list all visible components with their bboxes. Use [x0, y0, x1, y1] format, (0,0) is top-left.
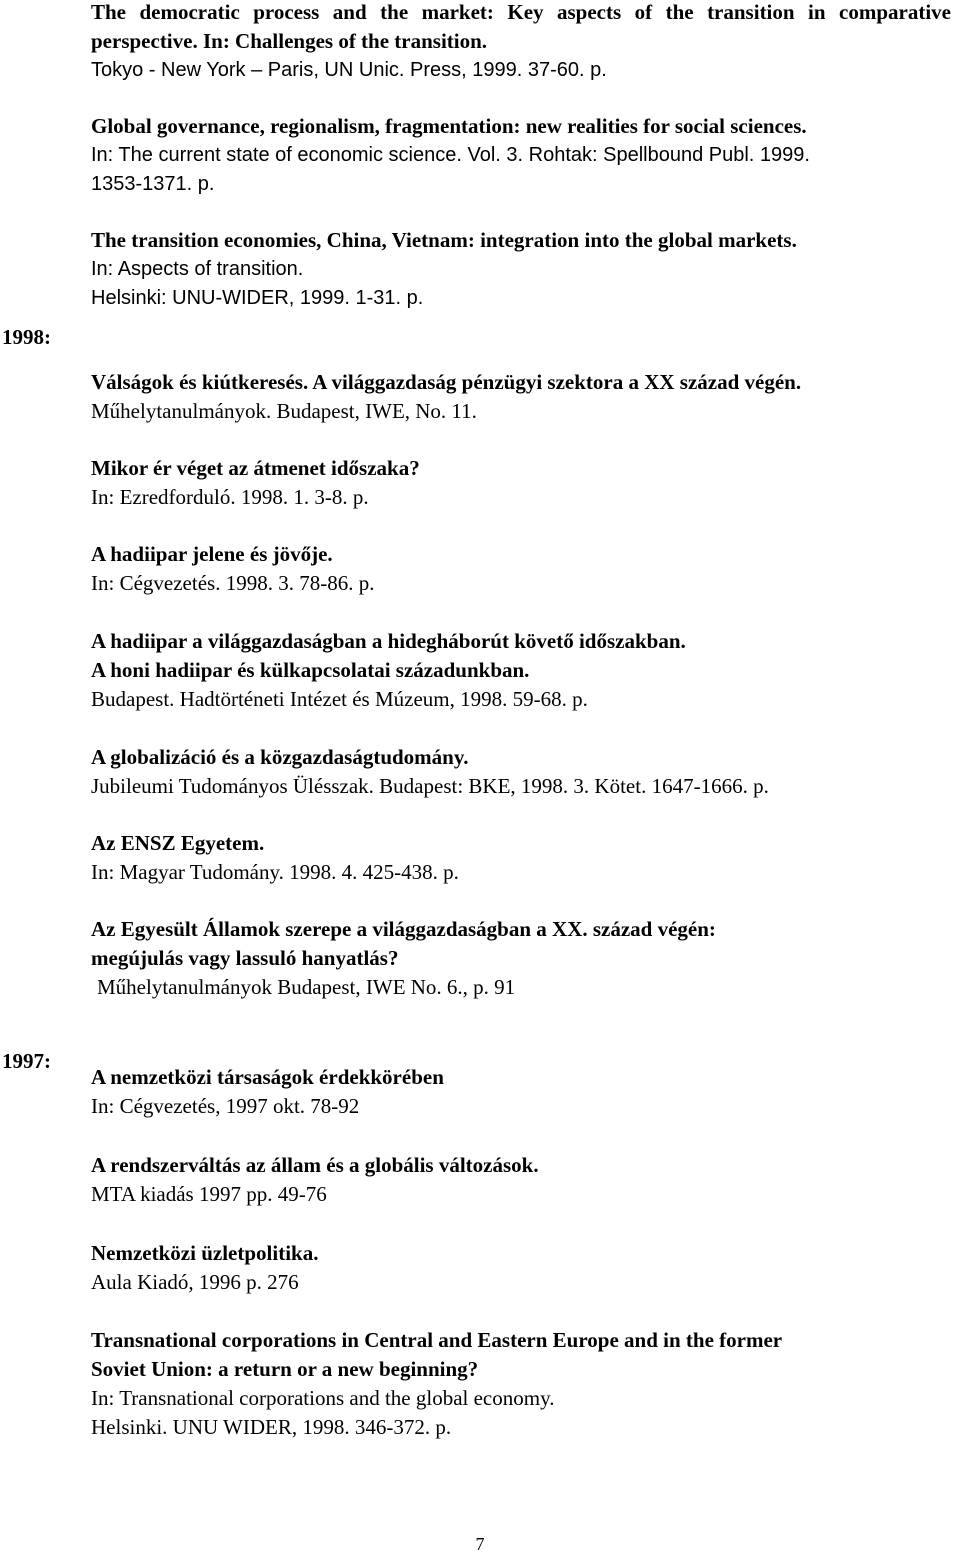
entry-title-line: A hadiipar a világgazdaságban a hidegháborút követő időszakban.: [91, 629, 686, 653]
entry-source-line: In: Aspects of transition.: [91, 258, 304, 280]
entry-source-line: Aula Kiadó, 1996 p. 276: [91, 1270, 299, 1294]
entry-title-line: megújulás vagy lassuló hanyatlás?: [91, 946, 399, 970]
bibliography-entry: [91, 829, 951, 887]
bibliography-entry: [91, 627, 951, 714]
entry-title-line: Soviet Union: a return or a new beginning?: [91, 1357, 479, 1381]
bibliography-entry: [91, 454, 951, 512]
entry-source-line: MTA kiadás 1997 pp. 49-76: [91, 1182, 327, 1206]
year-heading: 1998:: [2, 325, 51, 349]
entry-title-line: Az Egyesült Államok szerepe a világgazdaságban a XX. század végén:: [91, 917, 716, 941]
bibliography-entry: [91, 1063, 951, 1121]
entry-source-line: In: The current state of economic science. Vol. 3. Rohtak: Spellbound Publ. 1999.: [91, 144, 810, 166]
entry-source-line: Jubileumi Tudományos Ülésszak. Budapest: BKE, 1998. 3. Kötet. 1647-1666. p.: [91, 774, 769, 798]
entry-source-line: Helsinki: UNU-WIDER, 1999. 1-31. p.: [91, 287, 424, 309]
entry-source-line: 1353-1371. p.: [91, 173, 215, 195]
page-number: 7: [475, 1534, 485, 1554]
bibliography-entry: [91, 1239, 951, 1297]
entry-title-line: Válságok és kiútkeresés. A világgazdaság pénzügyi szektora a XX század végén.: [91, 370, 802, 394]
bibliography-entry: [91, 368, 951, 426]
entry-title-line: Nemzetközi üzletpolitika.: [91, 1241, 319, 1265]
entry-source-line: Helsinki. UNU WIDER, 1998. 346-372. p.: [91, 1415, 452, 1439]
entry-source-line: In: Magyar Tudomány. 1998. 4. 425-438. p.: [91, 860, 459, 884]
entry-title-line: Az ENSZ Egyetem.: [91, 831, 265, 855]
entry-title-line: A hadiipar jelene és jövője.: [91, 542, 333, 566]
bibliography-entry: [91, 0, 951, 85]
entry-title-line: A nemzetközi társaságok érdekkörében: [91, 1065, 444, 1089]
entry-title-line: The transition economies, China, Vietnam: integration into the global markets.: [91, 228, 797, 252]
bibliography-entry: [91, 226, 951, 313]
entry-title-line: A rendszerváltás az állam és a globális változások.: [91, 1153, 539, 1177]
entry-source-line: In: Cégvezetés. 1998. 3. 78-86. p.: [91, 571, 375, 595]
bibliography-entry: [91, 743, 951, 801]
entry-source-line: Budapest. Hadtörténeti Intézet és Múzeum, 1998. 59-68. p.: [91, 687, 588, 711]
entry-source-line: Műhelytanulmányok. Budapest, IWE, No. 11.: [91, 399, 477, 423]
entry-title-line: Mikor ér véget az átmenet időszaka?: [91, 456, 420, 480]
entry-source-line: Tokyo - New York – Paris, UN Unic. Press, 1999. 37-60. p.: [91, 59, 607, 81]
bibliography-entry: [91, 112, 951, 199]
entry-title-line: The democratic process and the market: Key aspects of the transition in comparative perspective. In: Challenges of the transition.: [91, 0, 951, 53]
bibliography-entry: [91, 1151, 951, 1209]
bibliography-entry: [91, 540, 951, 598]
entry-source-line: In: Ezredforduló. 1998. 1. 3-8. p.: [91, 485, 369, 509]
bibliography-entry: [91, 1326, 951, 1442]
entry-title-line: A honi hadiipar és külkapcsolatai századunkban.: [91, 658, 530, 682]
entry-title-line: A globalizáció és a közgazdaságtudomány.: [91, 745, 469, 769]
bibliography-entry: [91, 915, 951, 1002]
entry-source-line: In: Cégvezetés, 1997 okt. 78-92: [91, 1094, 360, 1118]
entry-source-line: Műhelytanulmányok Budapest, IWE No. 6., p. 91: [97, 975, 516, 999]
entry-title-line: Transnational corporations in Central and Eastern Europe and in the former: [91, 1328, 783, 1352]
entry-source-line: In: Transnational corporations and the global economy.: [91, 1386, 555, 1410]
entry-title-line: Global governance, regionalism, fragmentation: new realities for social sciences.: [91, 114, 807, 138]
year-heading: 1997:: [2, 1049, 51, 1073]
